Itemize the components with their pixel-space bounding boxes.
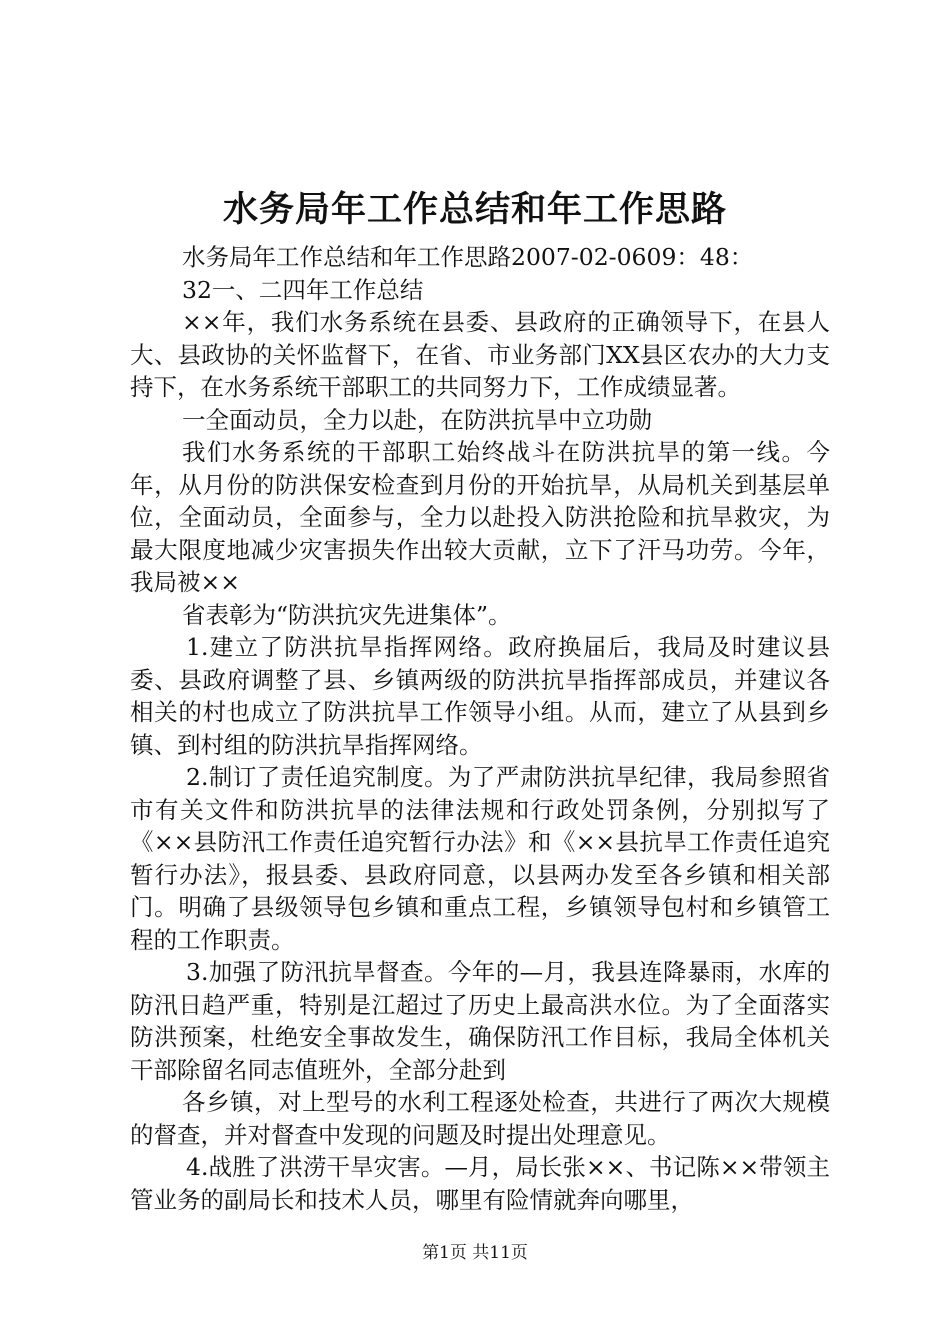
paragraph-section-heading: 32一、二四年工作总结 bbox=[182, 275, 424, 304]
paragraph-header-line: 水务局年工作总结和年工作思路2007-02-0609：48： bbox=[182, 243, 754, 271]
paragraph-item-1: 1.建立了防洪抗旱指挥网络。政府换届后，我局及时建议县委、县政府调整了县、乡镇两级的防洪抗旱指挥部成员，并建议各相关的村也成立了防洪抗旱工作领导小组。从而，建立了从县到乡镇、到村组的防洪抗旱指挥网络。 bbox=[130, 633, 830, 759]
paragraph-flood-work: 我们水务系统的干部职工始终战斗在防洪抗旱的第一线。今年，从月份的防洪保安检查到月份的开始抗旱，从局机关到基层单位，全面动员，全面参与，全力以赴投入防洪抢险和抗旱救灾，为最大限度地减少灾害损失作出较大贡献，立下了汗马功劳。今年，我局被×× bbox=[130, 438, 830, 596]
paragraph-item-4: 4.战胜了洪涝干旱灾害。—月，局长张××、书记陈××带领主管业务的副局长和技术人员，哪里有险情就奔向哪里， bbox=[130, 1153, 830, 1214]
paragraph-item-2: 2.制订了责任追究制度。为了严肃防洪抗旱纪律，我局参照省市有关文件和防洪抗旱的法律法规和行政处罚条例，分别拟写了《××县防汛工作责任追究暂行办法》和《××县抗旱工作责任追究暂行办法》，报县委、县政府同意，以县两办发至各乡镇和相关部门。明确了县级领导包乡镇和重点工程，乡镇领导包村和乡镇管工程的工作职责。 bbox=[130, 763, 830, 954]
document-title: 水务局年工作总结和年工作思路 bbox=[222, 189, 727, 230]
document-body bbox=[130, 241, 830, 1216]
paragraph-item-3-continued: 各乡镇，对上型号的水利工程逐处检查，共进行了两次大规模的督查，并对督查中发现的问题及时提出处理意见。 bbox=[130, 1088, 830, 1149]
paragraph-intro: ××年，我们水务系统在县委、县政府的正确领导下，在县人大、县政协的关怀监督下，在省、市业务部门XX县区农办的大力支持下，在水务系统干部职工的共同努力下，工作成绩显著。 bbox=[130, 308, 830, 401]
paragraph-item-3: 3.加强了防汛抗旱督查。今年的—月，我县连降暴雨，水库的防汛日趋严重，特别是江超过了历史上最高洪水位。为了全面落实防洪预案，杜绝安全事故发生，确保防汛工作目标，我局全体机关干部除留名同志值班外，全部分赴到 bbox=[130, 958, 830, 1084]
paragraph-commendation: 省表彰为“防洪抗灾先进集体”。 bbox=[182, 600, 512, 629]
paragraph-subheading: 一全面动员，全力以赴，在防洪抗旱中立功勋 bbox=[182, 405, 652, 434]
page-number-footer: 第1页 共11页 bbox=[422, 1243, 528, 1263]
